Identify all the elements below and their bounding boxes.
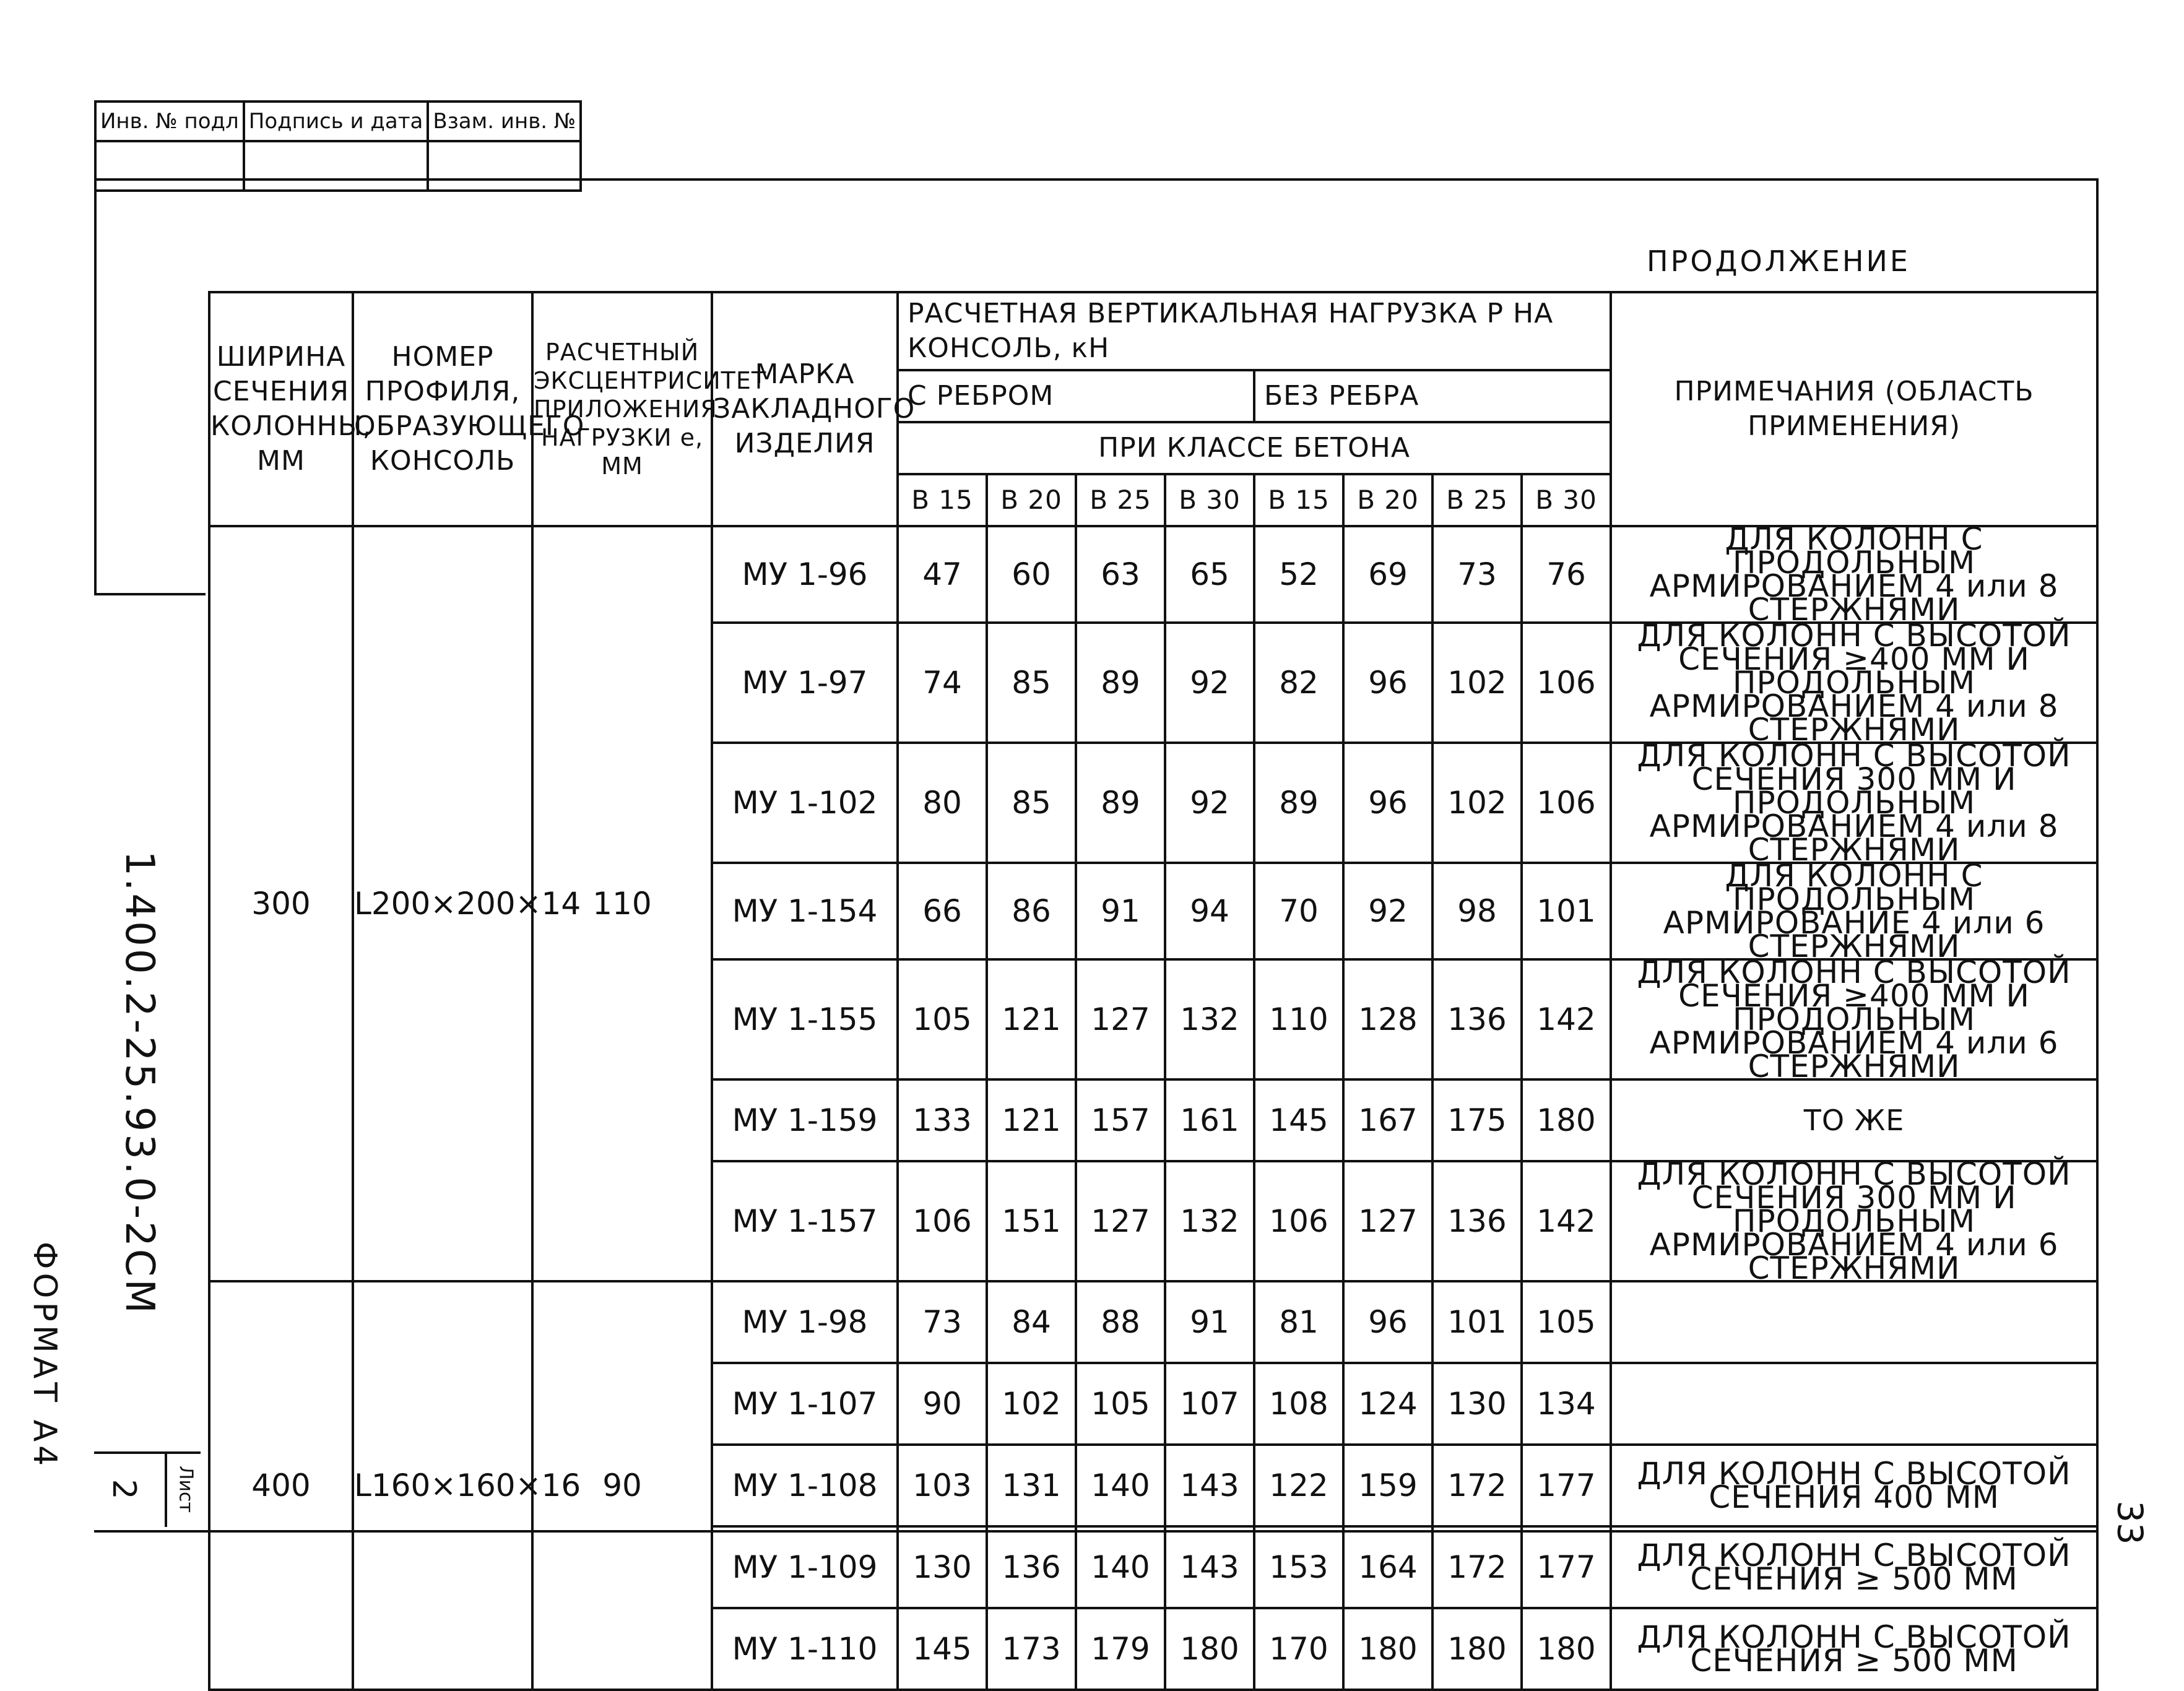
load-value: 180 [1522, 1079, 1611, 1161]
load-value: 157 [1076, 1079, 1165, 1161]
load-value: 142 [1522, 1161, 1611, 1281]
row-note [1611, 1363, 2097, 1445]
load-value: 159 [1343, 1445, 1432, 1526]
load-value: 110 [1254, 959, 1343, 1079]
load-value: 145 [898, 1608, 987, 1690]
header-load: РАСЧЕТНАЯ ВЕРТИКАЛЬНАЯ НАГРУЗКА Р НА КОНСОЛЬ, кН [898, 292, 1611, 370]
header-width: ШИРИНА СЕЧЕНИЯ КОЛОННЫ, ММ [209, 292, 353, 526]
load-value: 92 [1343, 863, 1432, 959]
header-eccentricity: РАСЧЕТНЫЙ ЭКСЦЕНТРИСИТЕТ ПРИЛОЖЕНИЯ НАГРУЗКИ е, ММ [532, 292, 712, 526]
load-value: 73 [898, 1281, 987, 1363]
load-value: 175 [1432, 1079, 1522, 1161]
load-value: 164 [1343, 1526, 1432, 1608]
frame-side-divider [94, 593, 206, 595]
load-value: 85 [987, 623, 1076, 743]
header-class: В 20 [987, 474, 1076, 526]
load-value: 74 [898, 623, 987, 743]
row-mark: МУ 1-96 [712, 526, 898, 623]
load-value: 180 [1432, 1608, 1522, 1690]
row-note: ДЛЯ КОЛОНН С ВЫСОТОЙ СЕЧЕНИЯ 400 ММ [1611, 1445, 2097, 1526]
load-value: 121 [987, 959, 1076, 1079]
load-value: 130 [1432, 1363, 1522, 1445]
group-eccentricity: 90 [532, 1281, 712, 1690]
header-class: В 30 [1165, 474, 1254, 526]
group-width: 400 [209, 1281, 353, 1690]
sheet-number: 2 [105, 1479, 142, 1500]
load-value: 98 [1432, 863, 1522, 959]
header-profile: НОМЕР ПРОФИЛЯ, ОБРАЗУЮЩЕГО КОНСОЛЬ [353, 292, 532, 526]
load-value: 167 [1343, 1079, 1432, 1161]
row-mark: МУ 1-157 [712, 1161, 898, 1281]
row-note: ДЛЯ КОЛОНН С ВЫСОТОЙ СЕЧЕНИЯ ≥400 ММ И ПРОДОЛЬНЫМ АРМИРОВАНИЕМ 4 или 6 СТЕРЖНЯМИ [1611, 959, 2097, 1079]
load-value: 121 [987, 1079, 1076, 1161]
sheet-label: Лист [175, 1465, 197, 1513]
load-value: 103 [898, 1445, 987, 1526]
load-value: 127 [1076, 959, 1165, 1079]
load-value: 108 [1254, 1363, 1343, 1445]
load-value: 63 [1076, 526, 1165, 623]
row-note: ДЛЯ КОЛОНН С ПРОДОЛЬНЫМ АРМИРОВАНИЕ 4 или 6 СТЕРЖНЯМИ [1611, 863, 2097, 959]
row-mark: МУ 1-109 [712, 1526, 898, 1608]
load-value: 122 [1254, 1445, 1343, 1526]
load-value: 65 [1165, 526, 1254, 623]
load-value: 96 [1343, 623, 1432, 743]
load-value: 131 [987, 1445, 1076, 1526]
load-value: 90 [898, 1363, 987, 1445]
load-value: 172 [1432, 1526, 1522, 1608]
row-mark: МУ 1-155 [712, 959, 898, 1079]
load-value: 134 [1522, 1363, 1611, 1445]
group-eccentricity: 110 [532, 526, 712, 1281]
load-value: 105 [1522, 1281, 1611, 1363]
load-value: 142 [1522, 959, 1611, 1079]
load-value: 47 [898, 526, 987, 623]
load-value: 102 [1432, 743, 1522, 863]
load-value: 130 [898, 1526, 987, 1608]
load-value: 85 [987, 743, 1076, 863]
load-value: 86 [987, 863, 1076, 959]
load-value: 96 [1343, 743, 1432, 863]
group-width: 300 [209, 526, 353, 1281]
row-note: ДЛЯ КОЛОНН С ВЫСОТОЙ СЕЧЕНИЯ ≥ 500 ММ [1611, 1526, 2097, 1608]
load-value: 106 [1522, 743, 1611, 863]
header-class: В 25 [1432, 474, 1522, 526]
row-mark: МУ 1-102 [712, 743, 898, 863]
load-value: 177 [1522, 1445, 1611, 1526]
stamp-replace-inv: Взам. инв. № [428, 102, 581, 141]
load-value: 89 [1254, 743, 1343, 863]
load-value: 136 [987, 1526, 1076, 1608]
load-value: 180 [1343, 1608, 1432, 1690]
load-value: 124 [1343, 1363, 1432, 1445]
load-value: 92 [1165, 743, 1254, 863]
load-value: 92 [1165, 623, 1254, 743]
header-notes: ПРИМЕЧАНИЯ (ОБЛАСТЬ ПРИМЕНЕНИЯ) [1611, 292, 2097, 526]
load-value: 127 [1343, 1161, 1432, 1281]
load-value: 69 [1343, 526, 1432, 623]
load-value: 177 [1522, 1526, 1611, 1608]
load-value: 94 [1165, 863, 1254, 959]
load-value: 66 [898, 863, 987, 959]
load-value: 145 [1254, 1079, 1343, 1161]
row-mark: МУ 1-98 [712, 1281, 898, 1363]
load-value: 161 [1165, 1079, 1254, 1161]
continuation-label: ПРОДОЛЖЕНИЕ [1647, 244, 1910, 278]
load-value: 91 [1076, 863, 1165, 959]
load-value: 136 [1432, 959, 1522, 1079]
group-profile: L160×160×16 [353, 1281, 532, 1690]
table-row [209, 526, 2097, 623]
header-with-rib: С РЕБРОМ [898, 370, 1254, 422]
load-value: 106 [1522, 623, 1611, 743]
load-value: 143 [1165, 1526, 1254, 1608]
header-class: В 30 [1522, 474, 1611, 526]
load-value: 91 [1165, 1281, 1254, 1363]
row-note: ДЛЯ КОЛОНН С ПРОДОЛЬНЫМ АРМИРОВАНИЕМ 4 или 8 СТЕРЖНЯМИ [1611, 526, 2097, 623]
load-value: 180 [1165, 1608, 1254, 1690]
load-value: 101 [1522, 863, 1611, 959]
load-value: 76 [1522, 526, 1611, 623]
load-value: 153 [1254, 1526, 1343, 1608]
load-value: 170 [1254, 1608, 1343, 1690]
load-value: 172 [1432, 1445, 1522, 1526]
row-mark: МУ 1-108 [712, 1445, 898, 1526]
row-mark: МУ 1-97 [712, 623, 898, 743]
load-value: 140 [1076, 1445, 1165, 1526]
load-value: 84 [987, 1281, 1076, 1363]
load-value: 128 [1343, 959, 1432, 1079]
load-value: 81 [1254, 1281, 1343, 1363]
load-value: 151 [987, 1161, 1076, 1281]
load-value: 60 [987, 526, 1076, 623]
paper-format: ФОРМАТ А4 [26, 1241, 63, 1470]
load-value: 89 [1076, 743, 1165, 863]
load-value: 132 [1165, 1161, 1254, 1281]
load-value: 102 [987, 1363, 1076, 1445]
load-value: 180 [1522, 1608, 1611, 1690]
row-note: ДЛЯ КОЛОНН С ВЫСОТОЙ СЕЧЕНИЯ 300 ММ И ПРОДОЛЬНЫМ АРМИРОВАНИЕМ 4 или 8 СТЕРЖНЯМИ [1611, 743, 2097, 863]
row-mark: МУ 1-110 [712, 1608, 898, 1690]
header-class: В 20 [1343, 474, 1432, 526]
load-value: 73 [1432, 526, 1522, 623]
header-concrete-class: ПРИ КЛАССЕ БЕТОНА [898, 422, 1611, 474]
load-value: 132 [1165, 959, 1254, 1079]
load-value: 179 [1076, 1608, 1165, 1690]
header-class: В 15 [1254, 474, 1343, 526]
load-value: 102 [1432, 623, 1522, 743]
header-mark: МАРКА ЗАКЛАДНОГО ИЗДЕЛИЯ [712, 292, 898, 526]
frame-left-edge [94, 178, 97, 593]
load-value: 136 [1432, 1161, 1522, 1281]
load-value: 96 [1343, 1281, 1432, 1363]
stamp-inv-no: Инв. № подл [95, 102, 244, 141]
row-mark: МУ 1-107 [712, 1363, 898, 1445]
load-value: 106 [1254, 1161, 1343, 1281]
load-value: 101 [1432, 1281, 1522, 1363]
table-row [209, 1281, 2097, 1363]
load-value: 173 [987, 1608, 1076, 1690]
load-value: 89 [1076, 623, 1165, 743]
row-note: ТО ЖЕ [1611, 1079, 2097, 1161]
header-class: В 15 [898, 474, 987, 526]
page-number: 33 [2109, 1500, 2150, 1545]
stamp-signature-date: Подпись и дата [244, 102, 428, 141]
sheet-box-divider [165, 1451, 167, 1527]
load-value: 105 [1076, 1363, 1165, 1445]
row-note: ДЛЯ КОЛОНН С ВЫСОТОЙ СЕЧЕНИЯ 300 ММ И ПРОДОЛЬНЫМ АРМИРОВАНИЕМ 4 или 6 СТЕРЖНЯМИ [1611, 1161, 2097, 1281]
load-value: 88 [1076, 1281, 1165, 1363]
header-without-rib: БЕЗ РЕБРА [1254, 370, 1611, 422]
load-value: 105 [898, 959, 987, 1079]
load-value: 140 [1076, 1526, 1165, 1608]
load-value: 107 [1165, 1363, 1254, 1445]
row-mark: МУ 1-159 [712, 1079, 898, 1161]
document-code: 1.400.2-25.93.0-2СМ [116, 850, 162, 1316]
load-value: 52 [1254, 526, 1343, 623]
row-note [1611, 1281, 2097, 1363]
load-value: 70 [1254, 863, 1343, 959]
load-value: 82 [1254, 623, 1343, 743]
load-value: 133 [898, 1079, 987, 1161]
load-value: 106 [898, 1161, 987, 1281]
row-mark: МУ 1-154 [712, 863, 898, 959]
group-profile: L200×200×14 [353, 526, 532, 1281]
load-table [208, 291, 2099, 1691]
row-note: ДЛЯ КОЛОНН С ВЫСОТОЙ СЕЧЕНИЯ ≥400 ММ И ПРОДОЛЬНЫМ АРМИРОВАНИЕМ 4 или 8 СТЕРЖНЯМИ [1611, 623, 2097, 743]
header-class: В 25 [1076, 474, 1165, 526]
load-value: 143 [1165, 1445, 1254, 1526]
row-note: ДЛЯ КОЛОНН С ВЫСОТОЙ СЕЧЕНИЯ ≥ 500 ММ [1611, 1608, 2097, 1690]
load-value: 80 [898, 743, 987, 863]
load-value: 127 [1076, 1161, 1165, 1281]
